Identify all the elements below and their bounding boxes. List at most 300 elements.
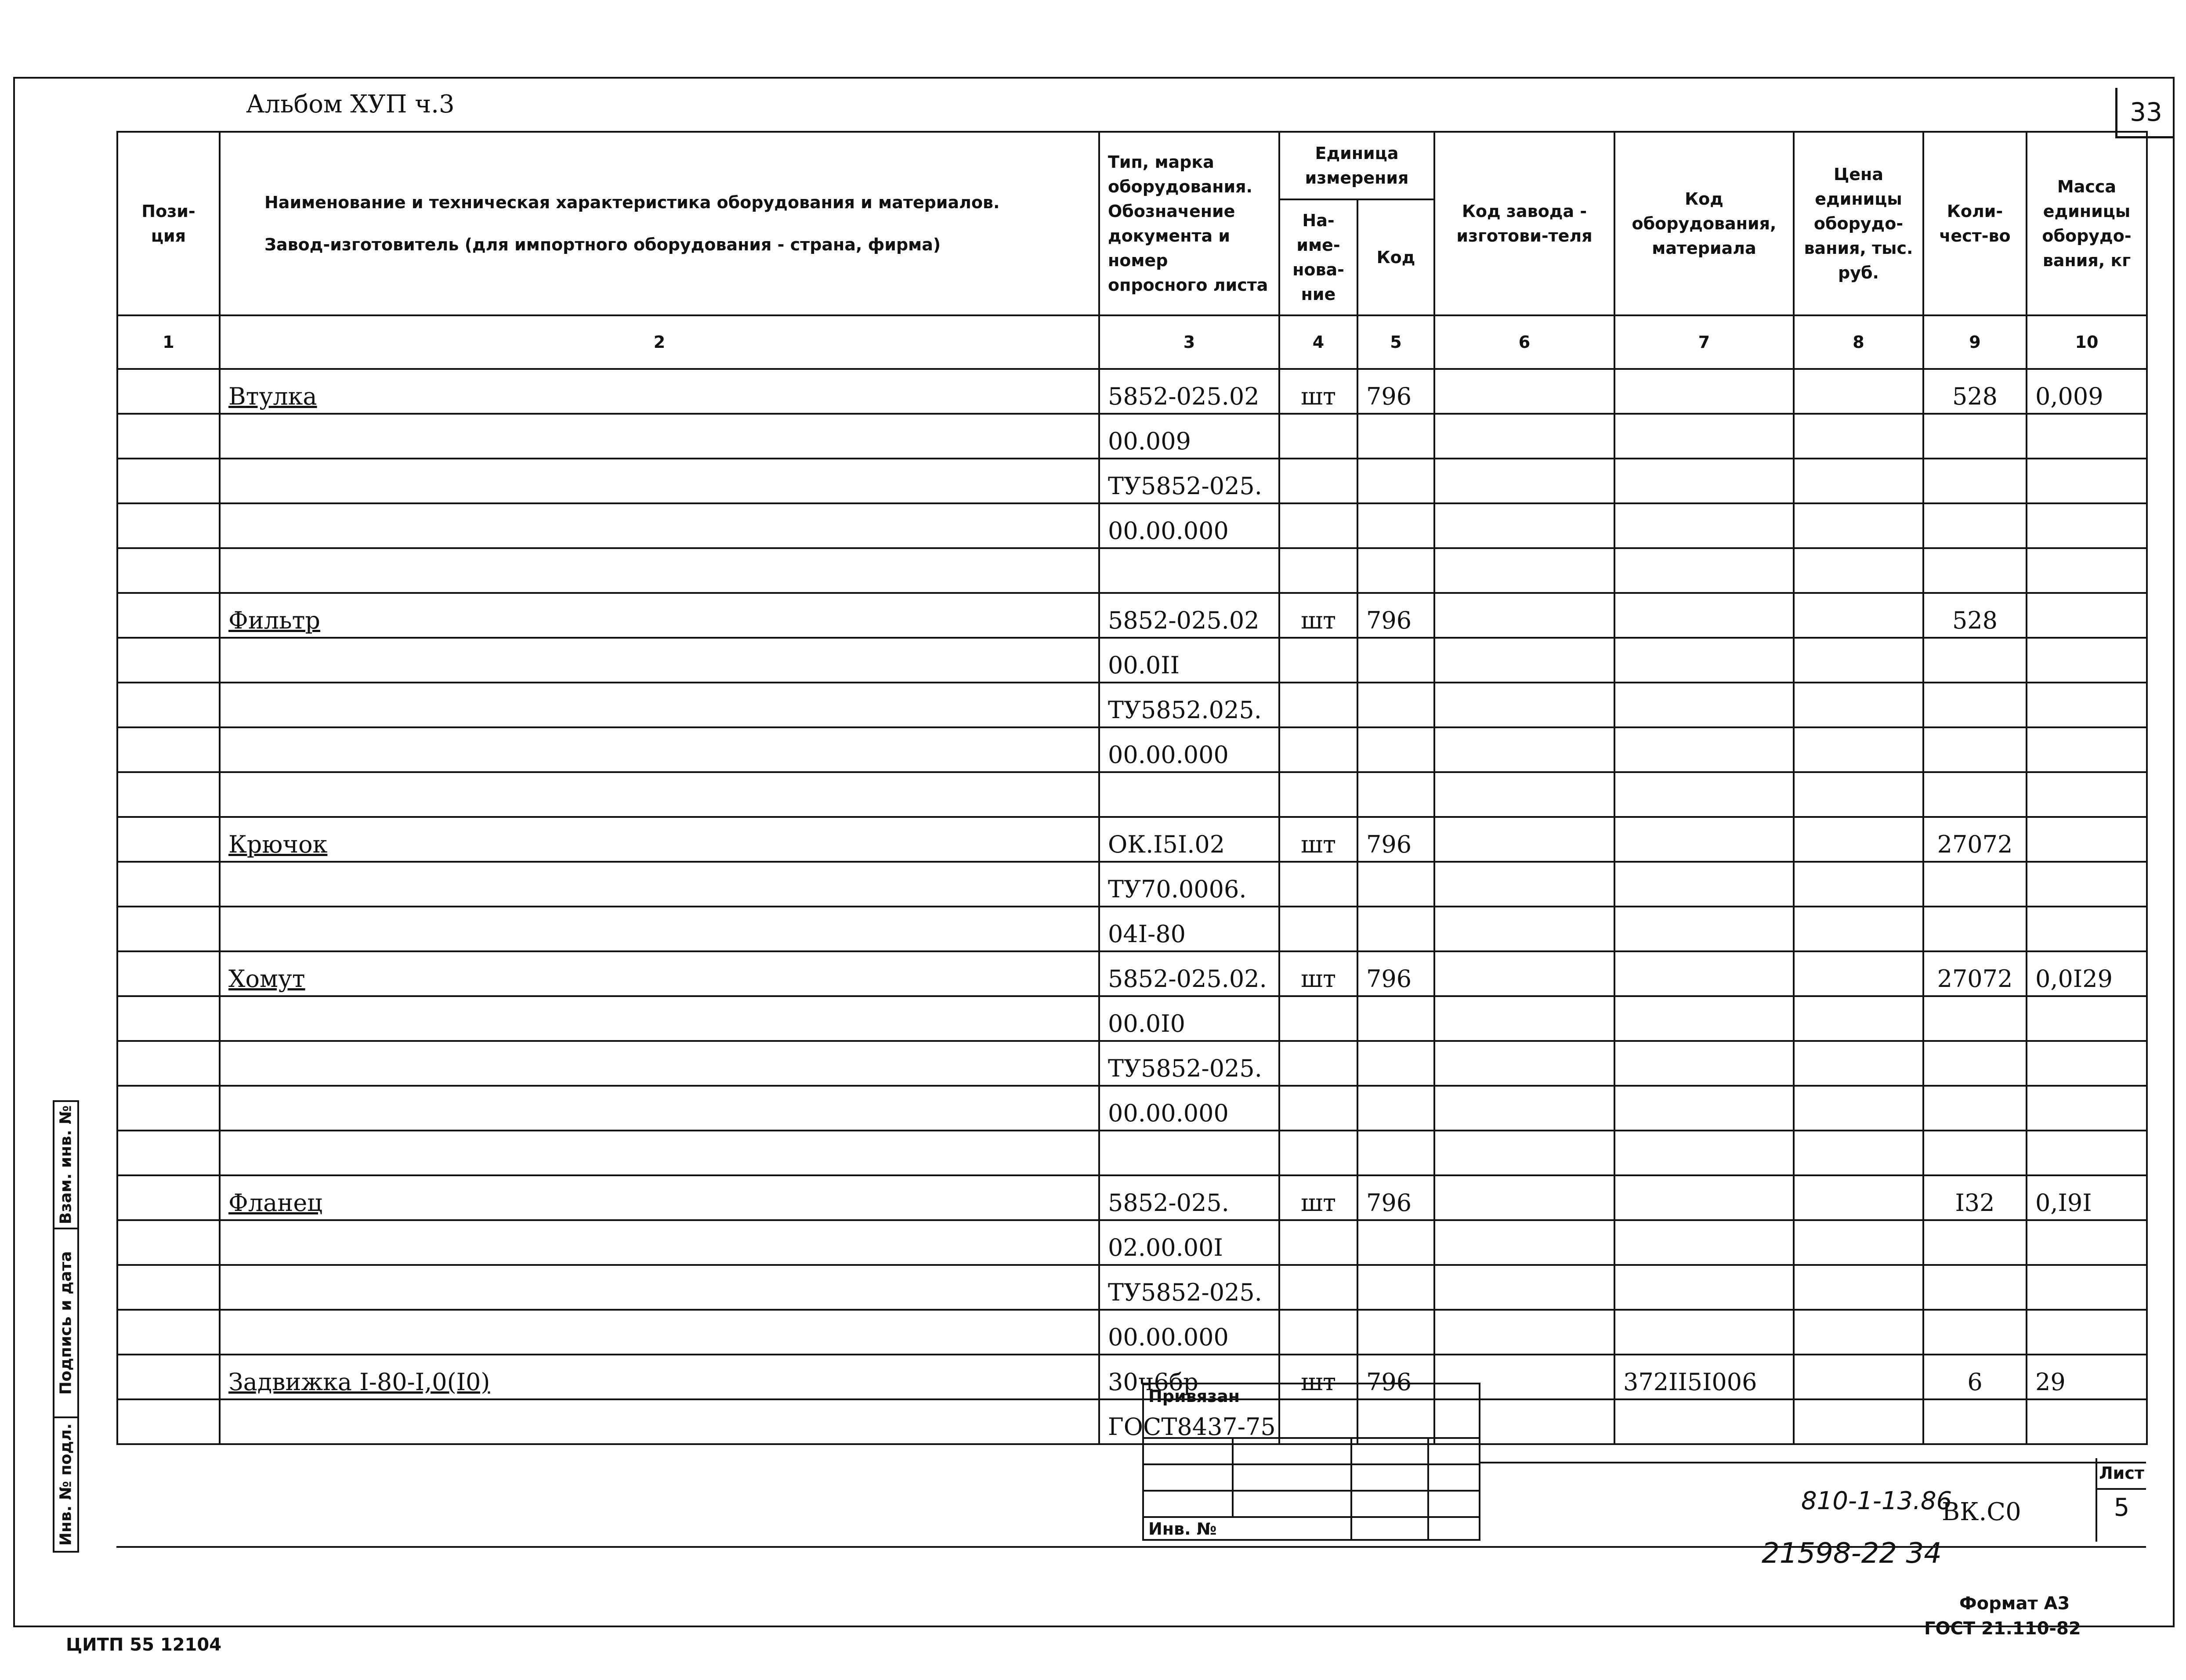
side-stamp (53, 1100, 79, 1553)
cell-equipment-code: 372II5I006 (1614, 1355, 1794, 1399)
cell-quantity: I32 (1923, 1175, 2027, 1220)
cell-position (117, 817, 220, 862)
cell-factory-code (1434, 907, 1614, 951)
column-number: 8 (1794, 315, 1923, 369)
cell-position (117, 1175, 220, 1220)
table-row (117, 907, 2147, 951)
cell-quantity (1923, 1220, 2027, 1265)
cell-unit (1279, 772, 1357, 817)
table-row (117, 1041, 2147, 1086)
cell-position (117, 907, 220, 951)
stamp-divider (1427, 1437, 1429, 1539)
cell-type: ТУ5852-025. (1099, 1265, 1279, 1310)
cell-mass: 0,009 (2027, 369, 2147, 414)
handwritten-number: 21598-22 34 (1762, 1537, 1942, 1570)
cell-price (1794, 1086, 1923, 1131)
cell-quantity (1923, 459, 2027, 503)
cell-name: Крючок (220, 817, 1099, 862)
cell-factory-code (1434, 548, 1614, 593)
cell-type: ТУ5852-025. (1099, 459, 1279, 503)
cell-mass (2027, 1131, 2147, 1175)
cell-price (1794, 817, 1923, 862)
stamp-bound-label: Привязан (1148, 1387, 1240, 1406)
cell-type: 30ч6бр (1099, 1355, 1279, 1399)
cell-quantity (1923, 1399, 2027, 1444)
cell-name (220, 414, 1099, 459)
sheet-number: 33 (2115, 88, 2175, 138)
cell-price (1794, 772, 1923, 817)
cell-name: Хомут (220, 951, 1099, 996)
table-row (117, 503, 2147, 548)
cell-equipment-code (1614, 817, 1794, 862)
binding-stamp (1142, 1383, 1480, 1541)
cell-price (1794, 1131, 1923, 1175)
cell-unit (1279, 1041, 1357, 1086)
cell-type: 5852-025.02 (1099, 369, 1279, 414)
cell-quantity (1923, 862, 2027, 907)
cell-quantity (1923, 683, 2027, 727)
cell-factory-code (1434, 503, 1614, 548)
cell-price (1794, 503, 1923, 548)
cell-mass (2027, 817, 2147, 862)
cell-price (1794, 1175, 1923, 1220)
header-type: Тип, марка оборудования. Обозначение документа и номер опросного листа (1099, 132, 1279, 315)
cell-quantity: 27072 (1923, 951, 2027, 996)
side-cell-sign (54, 1229, 77, 1418)
cell-factory-code (1434, 727, 1614, 772)
cell-type: 00.009 (1099, 414, 1279, 459)
header-name-line1: Наименование и техническая характеристика оборудования и материалов. (264, 193, 1000, 212)
cell-position (117, 503, 220, 548)
cell-equipment-code (1614, 1399, 1794, 1444)
cell-quantity (1923, 907, 2027, 951)
cell-factory-code (1434, 1220, 1614, 1265)
title-block-line (1480, 1462, 2146, 1463)
cell-type: 00.00.000 (1099, 727, 1279, 772)
table-row (117, 414, 2147, 459)
header-unit-group: Единица измерения (1279, 132, 1434, 199)
cell-price (1794, 683, 1923, 727)
cell-factory-code (1434, 683, 1614, 727)
column-number: 6 (1434, 315, 1614, 369)
cell-position (117, 996, 220, 1041)
cell-name (220, 996, 1099, 1041)
cell-position (117, 1086, 220, 1131)
cell-factory-code (1434, 1086, 1614, 1131)
cell-type: 02.00.00I (1099, 1220, 1279, 1265)
cell-factory-code (1434, 1310, 1614, 1355)
cell-position (117, 683, 220, 727)
cell-name: Фланец (220, 1175, 1099, 1220)
cell-factory-code (1434, 593, 1614, 638)
cell-unit (1279, 503, 1357, 548)
stamp-divider (1350, 1437, 1352, 1539)
cell-quantity (1923, 996, 2027, 1041)
cell-unit-code (1357, 862, 1434, 907)
cell-unit-code (1357, 548, 1434, 593)
cell-unit (1279, 638, 1357, 683)
cell-name (220, 638, 1099, 683)
cell-equipment-code (1614, 862, 1794, 907)
cell-position (117, 862, 220, 907)
cell-position (117, 1220, 220, 1265)
cell-quantity (1923, 503, 2027, 548)
cell-position (117, 727, 220, 772)
table-row (117, 951, 2147, 996)
cell-equipment-code (1614, 369, 1794, 414)
cell-unit-code: 796 (1357, 817, 1434, 862)
cell-type: 5852-025. (1099, 1175, 1279, 1220)
cell-factory-code (1434, 817, 1614, 862)
cell-unit (1279, 548, 1357, 593)
cell-price (1794, 727, 1923, 772)
cell-unit-code: 796 (1357, 951, 1434, 996)
cell-equipment-code (1614, 1175, 1794, 1220)
cell-quantity: 6 (1923, 1355, 2027, 1399)
cell-unit-code (1357, 1220, 1434, 1265)
cell-equipment-code (1614, 1265, 1794, 1310)
cell-mass (2027, 727, 2147, 772)
column-number: 7 (1614, 315, 1794, 369)
cell-type: 5852-025.02. (1099, 951, 1279, 996)
album-title: Альбом ХУП ч.3 (246, 90, 455, 119)
cell-quantity: 528 (1923, 593, 2027, 638)
cell-name (220, 1399, 1099, 1444)
cell-unit (1279, 907, 1357, 951)
cell-equipment-code (1614, 683, 1794, 727)
cell-price (1794, 996, 1923, 1041)
cell-unit (1279, 414, 1357, 459)
cell-type: 00.00.000 (1099, 1086, 1279, 1131)
cell-unit (1279, 1310, 1357, 1355)
table-row (117, 459, 2147, 503)
cell-factory-code (1434, 1265, 1614, 1310)
cell-factory-code (1434, 369, 1614, 414)
cell-unit-code (1357, 1041, 1434, 1086)
cell-equipment-code (1614, 907, 1794, 951)
cell-quantity (1923, 1086, 2027, 1131)
table-row (117, 817, 2147, 862)
cell-name (220, 1086, 1099, 1131)
cell-price (1794, 862, 1923, 907)
cell-name (220, 459, 1099, 503)
document-designation: ВК.С0 (1942, 1498, 2021, 1526)
cell-position (117, 369, 220, 414)
side-cell-replace (54, 1102, 77, 1229)
cell-quantity (1923, 638, 2027, 683)
cell-mass (2027, 593, 2147, 638)
cell-price (1794, 1399, 1923, 1444)
cell-factory-code (1434, 951, 1614, 996)
cell-type: ГОСТ8437-75 (1099, 1399, 1279, 1444)
cell-equipment-code (1614, 414, 1794, 459)
cell-mass (2027, 683, 2147, 727)
column-numbers-row (117, 315, 2147, 369)
specification-table (116, 131, 2148, 1445)
cell-unit (1279, 727, 1357, 772)
cell-quantity (1923, 1310, 2027, 1355)
cell-position (117, 548, 220, 593)
cell-price (1794, 369, 1923, 414)
cell-unit-code (1357, 1086, 1434, 1131)
column-number: 1 (117, 315, 220, 369)
cell-name: Задвижка I-80-I,0(I0) (220, 1355, 1099, 1399)
cell-unit-code (1357, 1310, 1434, 1355)
cell-name (220, 862, 1099, 907)
cell-mass (2027, 1086, 2147, 1131)
cell-mass (2027, 1041, 2147, 1086)
cell-price (1794, 459, 1923, 503)
cell-unit (1279, 996, 1357, 1041)
cell-equipment-code (1614, 996, 1794, 1041)
cell-quantity (1923, 1265, 2027, 1310)
cell-type (1099, 1131, 1279, 1175)
cell-unit-code (1357, 1265, 1434, 1310)
cell-factory-code (1434, 1175, 1614, 1220)
table-row (117, 1086, 2147, 1131)
sheet-label: Лист (2097, 1458, 2146, 1490)
table-row (117, 1399, 2147, 1444)
cell-mass (2027, 996, 2147, 1041)
header-position: Пози- ция (117, 132, 220, 315)
gost-label: ГОСТ 21.110-82 (1924, 1619, 2081, 1639)
cell-name (220, 1220, 1099, 1265)
column-number: 2 (220, 315, 1099, 369)
cell-type: 5852-025.02 (1099, 593, 1279, 638)
cell-mass (2027, 1265, 2147, 1310)
cell-equipment-code (1614, 638, 1794, 683)
header-name (220, 132, 1099, 315)
side-cell-original (54, 1418, 77, 1551)
cell-unit: шт (1279, 1175, 1357, 1220)
cell-unit (1279, 683, 1357, 727)
table-row (117, 1265, 2147, 1310)
cell-unit: шт (1279, 817, 1357, 862)
table-row (117, 727, 2147, 772)
cell-equipment-code (1614, 459, 1794, 503)
cell-unit (1279, 459, 1357, 503)
cell-factory-code (1434, 772, 1614, 817)
cell-price (1794, 951, 1923, 996)
side-label-inv-replace: Взам. инв. № (57, 1105, 75, 1225)
cell-type: 00.00.000 (1099, 503, 1279, 548)
cell-factory-code (1434, 996, 1614, 1041)
cell-type: 00.0II (1099, 638, 1279, 683)
cell-name (220, 1041, 1099, 1086)
cell-factory-code (1434, 638, 1614, 683)
cell-equipment-code (1614, 727, 1794, 772)
cell-unit (1279, 1220, 1357, 1265)
header-quantity: Коли-чест-во (1923, 132, 2027, 315)
cell-unit-code (1357, 459, 1434, 503)
cell-unit-code (1357, 1131, 1434, 1175)
cell-name (220, 772, 1099, 817)
cell-quantity (1923, 1131, 2027, 1175)
cell-quantity (1923, 727, 2027, 772)
cell-type: ТУ5852.025. (1099, 683, 1279, 727)
cell-name (220, 1131, 1099, 1175)
table-row (117, 1355, 2147, 1399)
cell-unit-code (1357, 503, 1434, 548)
cell-position (117, 1355, 220, 1399)
cell-name: Втулка (220, 369, 1099, 414)
cell-position (117, 1399, 220, 1444)
cell-unit-code (1357, 996, 1434, 1041)
cell-unit-code: 796 (1357, 369, 1434, 414)
cell-position (117, 772, 220, 817)
cell-mass (2027, 459, 2147, 503)
cell-quantity (1923, 414, 2027, 459)
cell-unit: шт (1279, 1355, 1357, 1399)
cell-price (1794, 1355, 1923, 1399)
cell-mass (2027, 772, 2147, 817)
column-number: 10 (2027, 315, 2147, 369)
cell-unit (1279, 1086, 1357, 1131)
cell-equipment-code (1614, 548, 1794, 593)
cell-equipment-code (1614, 1041, 1794, 1086)
cell-mass (2027, 638, 2147, 683)
cell-type: ТУ70.0006. (1099, 862, 1279, 907)
cell-mass: 0,I9I (2027, 1175, 2147, 1220)
cell-unit (1279, 1265, 1357, 1310)
column-number: 4 (1279, 315, 1357, 369)
cell-unit (1279, 862, 1357, 907)
cell-type: ТУ5852-025. (1099, 1041, 1279, 1086)
side-label-inv-original: Инв. № подл. (57, 1423, 75, 1546)
sheet-value: 5 (2114, 1493, 2130, 1522)
cell-name (220, 907, 1099, 951)
cell-position (117, 414, 220, 459)
cell-name (220, 503, 1099, 548)
cell-unit-code (1357, 638, 1434, 683)
cell-equipment-code (1614, 593, 1794, 638)
header-unit-name: На-име-нова-ние (1279, 199, 1357, 315)
column-number: 5 (1357, 315, 1434, 369)
cell-mass (2027, 414, 2147, 459)
cell-unit-code (1357, 907, 1434, 951)
cell-equipment-code (1614, 503, 1794, 548)
cell-name (220, 1265, 1099, 1310)
table-row (117, 772, 2147, 817)
table-row (117, 548, 2147, 593)
header-factory-code: Код завода - изготови-теля (1434, 132, 1614, 315)
cell-mass (2027, 1310, 2147, 1355)
cell-name: Фильтр (220, 593, 1099, 638)
cell-quantity (1923, 1041, 2027, 1086)
cell-equipment-code (1614, 951, 1794, 996)
cell-quantity (1923, 548, 2027, 593)
citp-label: ЦИТП 55 12104 (66, 1635, 222, 1655)
stamp-inv-label: Инв. № (1148, 1519, 1217, 1539)
cell-type: 04I-80 (1099, 907, 1279, 951)
sheet-box (2096, 1458, 2146, 1542)
cell-price (1794, 1220, 1923, 1265)
table-row (117, 996, 2147, 1041)
cell-mass (2027, 1220, 2147, 1265)
cell-unit-code: 796 (1357, 1175, 1434, 1220)
table-row (117, 369, 2147, 414)
cell-type: 00.00.000 (1099, 1310, 1279, 1355)
cell-name (220, 548, 1099, 593)
cell-unit: шт (1279, 593, 1357, 638)
table-row (117, 683, 2147, 727)
cell-factory-code (1434, 414, 1614, 459)
header-equipment-code: Код оборудования, материала (1614, 132, 1794, 315)
cell-price (1794, 907, 1923, 951)
cell-type: ОК.I5I.02 (1099, 817, 1279, 862)
table-row (117, 593, 2147, 638)
cell-mass: 29 (2027, 1355, 2147, 1399)
cell-unit (1279, 1131, 1357, 1175)
cell-factory-code (1434, 459, 1614, 503)
cell-name (220, 683, 1099, 727)
header-name-line2: Завод-изготовитель (для импортного оборудования - страна, фирма) (264, 235, 941, 254)
cell-type (1099, 772, 1279, 817)
handwritten-code: 810-1-13.86 (1801, 1487, 1952, 1515)
cell-quantity: 27072 (1923, 817, 2027, 862)
cell-equipment-code (1614, 1220, 1794, 1265)
cell-position (117, 1041, 220, 1086)
cell-type (1099, 548, 1279, 593)
table-row (117, 1310, 2147, 1355)
format-label: Формат А3 (1959, 1593, 2070, 1614)
cell-name (220, 1310, 1099, 1355)
cell-position (117, 459, 220, 503)
cell-mass (2027, 503, 2147, 548)
column-number: 3 (1099, 315, 1279, 369)
cell-factory-code (1434, 1131, 1614, 1175)
cell-unit-code (1357, 414, 1434, 459)
header-mass: Масса единицы оборудо-вания, кг (2027, 132, 2147, 315)
cell-position (117, 638, 220, 683)
cell-position (117, 1310, 220, 1355)
cell-price (1794, 638, 1923, 683)
cell-equipment-code (1614, 772, 1794, 817)
cell-mass (2027, 1399, 2147, 1444)
table-row (117, 1220, 2147, 1265)
cell-mass (2027, 548, 2147, 593)
cell-name (220, 727, 1099, 772)
cell-unit-code (1357, 727, 1434, 772)
cell-quantity: 528 (1923, 369, 2027, 414)
cell-quantity (1923, 772, 2027, 817)
column-number: 9 (1923, 315, 2027, 369)
cell-unit-code: 796 (1357, 1355, 1434, 1399)
table-row (117, 638, 2147, 683)
cell-price (1794, 1041, 1923, 1086)
cell-price (1794, 593, 1923, 638)
cell-position (117, 593, 220, 638)
stamp-divider (1232, 1437, 1234, 1516)
header-price: Цена единицы оборудо-вания, тыс. руб. (1794, 132, 1923, 315)
cell-price (1794, 1310, 1923, 1355)
cell-price (1794, 414, 1923, 459)
cell-mass (2027, 907, 2147, 951)
table-row (117, 1175, 2147, 1220)
cell-position (117, 951, 220, 996)
header-unit-code: Код (1357, 199, 1434, 315)
cell-type: 00.0I0 (1099, 996, 1279, 1041)
cell-factory-code (1434, 1041, 1614, 1086)
cell-position (117, 1131, 220, 1175)
cell-factory-code (1434, 862, 1614, 907)
table-row (117, 862, 2147, 907)
cell-price (1794, 548, 1923, 593)
cell-position (117, 1265, 220, 1310)
cell-unit: шт (1279, 951, 1357, 996)
cell-price (1794, 1265, 1923, 1310)
cell-unit-code: 796 (1357, 593, 1434, 638)
